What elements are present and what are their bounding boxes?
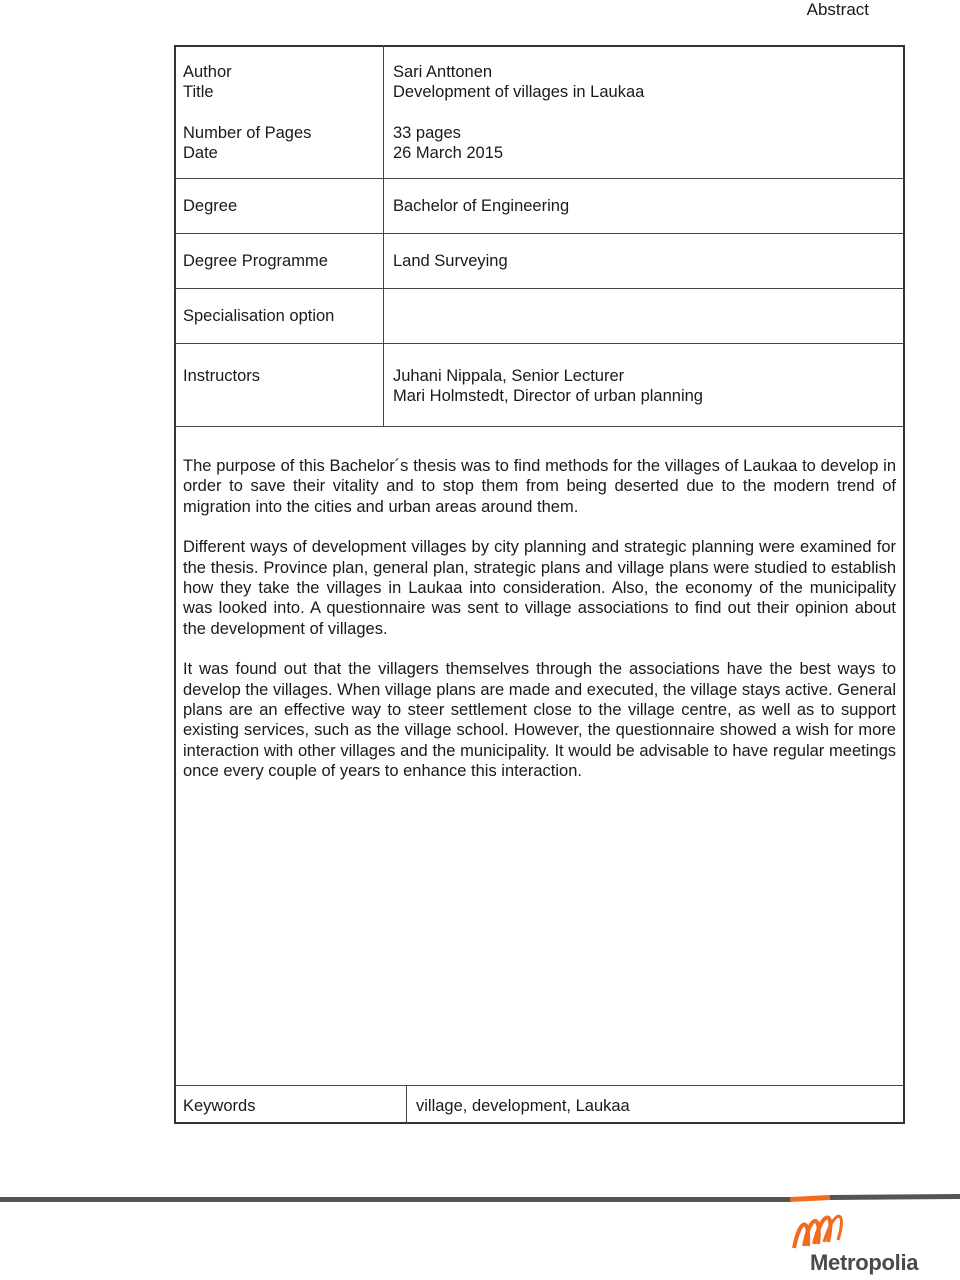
pages-label: Number of Pages bbox=[183, 124, 312, 142]
title-value: Development of villages in Laukaa bbox=[393, 83, 645, 101]
row-divider bbox=[174, 426, 905, 427]
specialisation-label: Specialisation option bbox=[183, 307, 335, 325]
degree-label: Degree bbox=[183, 197, 238, 215]
programme-label: Degree Programme bbox=[183, 252, 328, 270]
pages-value: 33 pages bbox=[393, 124, 461, 142]
instructors-label: Instructors bbox=[183, 367, 261, 385]
row-divider bbox=[174, 233, 905, 234]
page-label: Abstract bbox=[806, 0, 869, 19]
keywords-value: village, development, Laukaa bbox=[416, 1097, 630, 1115]
programme-value: Land Surveying bbox=[393, 252, 508, 270]
date-label: Date bbox=[183, 144, 218, 162]
row-divider bbox=[174, 343, 905, 344]
row-divider bbox=[174, 178, 905, 179]
abstract-paragraph: The purpose of this Bachelor´s thesis was to find methods for the villages of Laukaa to develop in order to save their vitality and to stop them from being deserted due to the modern trend of migration into the cities and urban areas around them. bbox=[183, 457, 896, 516]
title-label: Title bbox=[183, 83, 214, 101]
abstract-body bbox=[183, 456, 896, 802]
metropolia-logo-text: Metropolia bbox=[810, 1250, 919, 1275]
abstract-paragraph: Different ways of development villages by city planning and strategic planning were examined for the thesis. Province plan, general plan, strategic plans and village plans were studied to establish how they take the villages in Laukaa into consideration. Also, the economy of the municipality was looked into. A questionnaire was sent to village associations to find out their opinion about the development of villages. bbox=[183, 538, 896, 638]
row-divider bbox=[174, 288, 905, 289]
keywords-divider bbox=[406, 1085, 407, 1124]
author-label: Author bbox=[183, 63, 232, 81]
instructor-1: Juhani Nippala, Senior Lecturer bbox=[393, 367, 625, 385]
degree-value: Bachelor of Engineering bbox=[393, 197, 570, 215]
instructor-2: Mari Holmstedt, Director of urban planning bbox=[393, 387, 703, 405]
author-value: Sari Anttonen bbox=[393, 63, 493, 81]
footer-bar bbox=[0, 1193, 960, 1203]
column-divider bbox=[383, 45, 384, 426]
date-value: 26 March 2015 bbox=[393, 144, 504, 162]
abstract-paragraph: It was found out that the villagers themselves through the associations have the best ways to develop the villages. When village plans are made and executed, the village stays active. General plans are an effective way to steer settlement close to the village centre, as well as to support existing services, such as the village school. However, the questionnaire showed a wish for more interaction with other villages and the municipality. It would be advisable to have regular meetings once every couple of years to enhance this interaction. bbox=[183, 660, 896, 781]
row-divider bbox=[174, 1085, 905, 1086]
keywords-label: Keywords bbox=[183, 1097, 256, 1115]
